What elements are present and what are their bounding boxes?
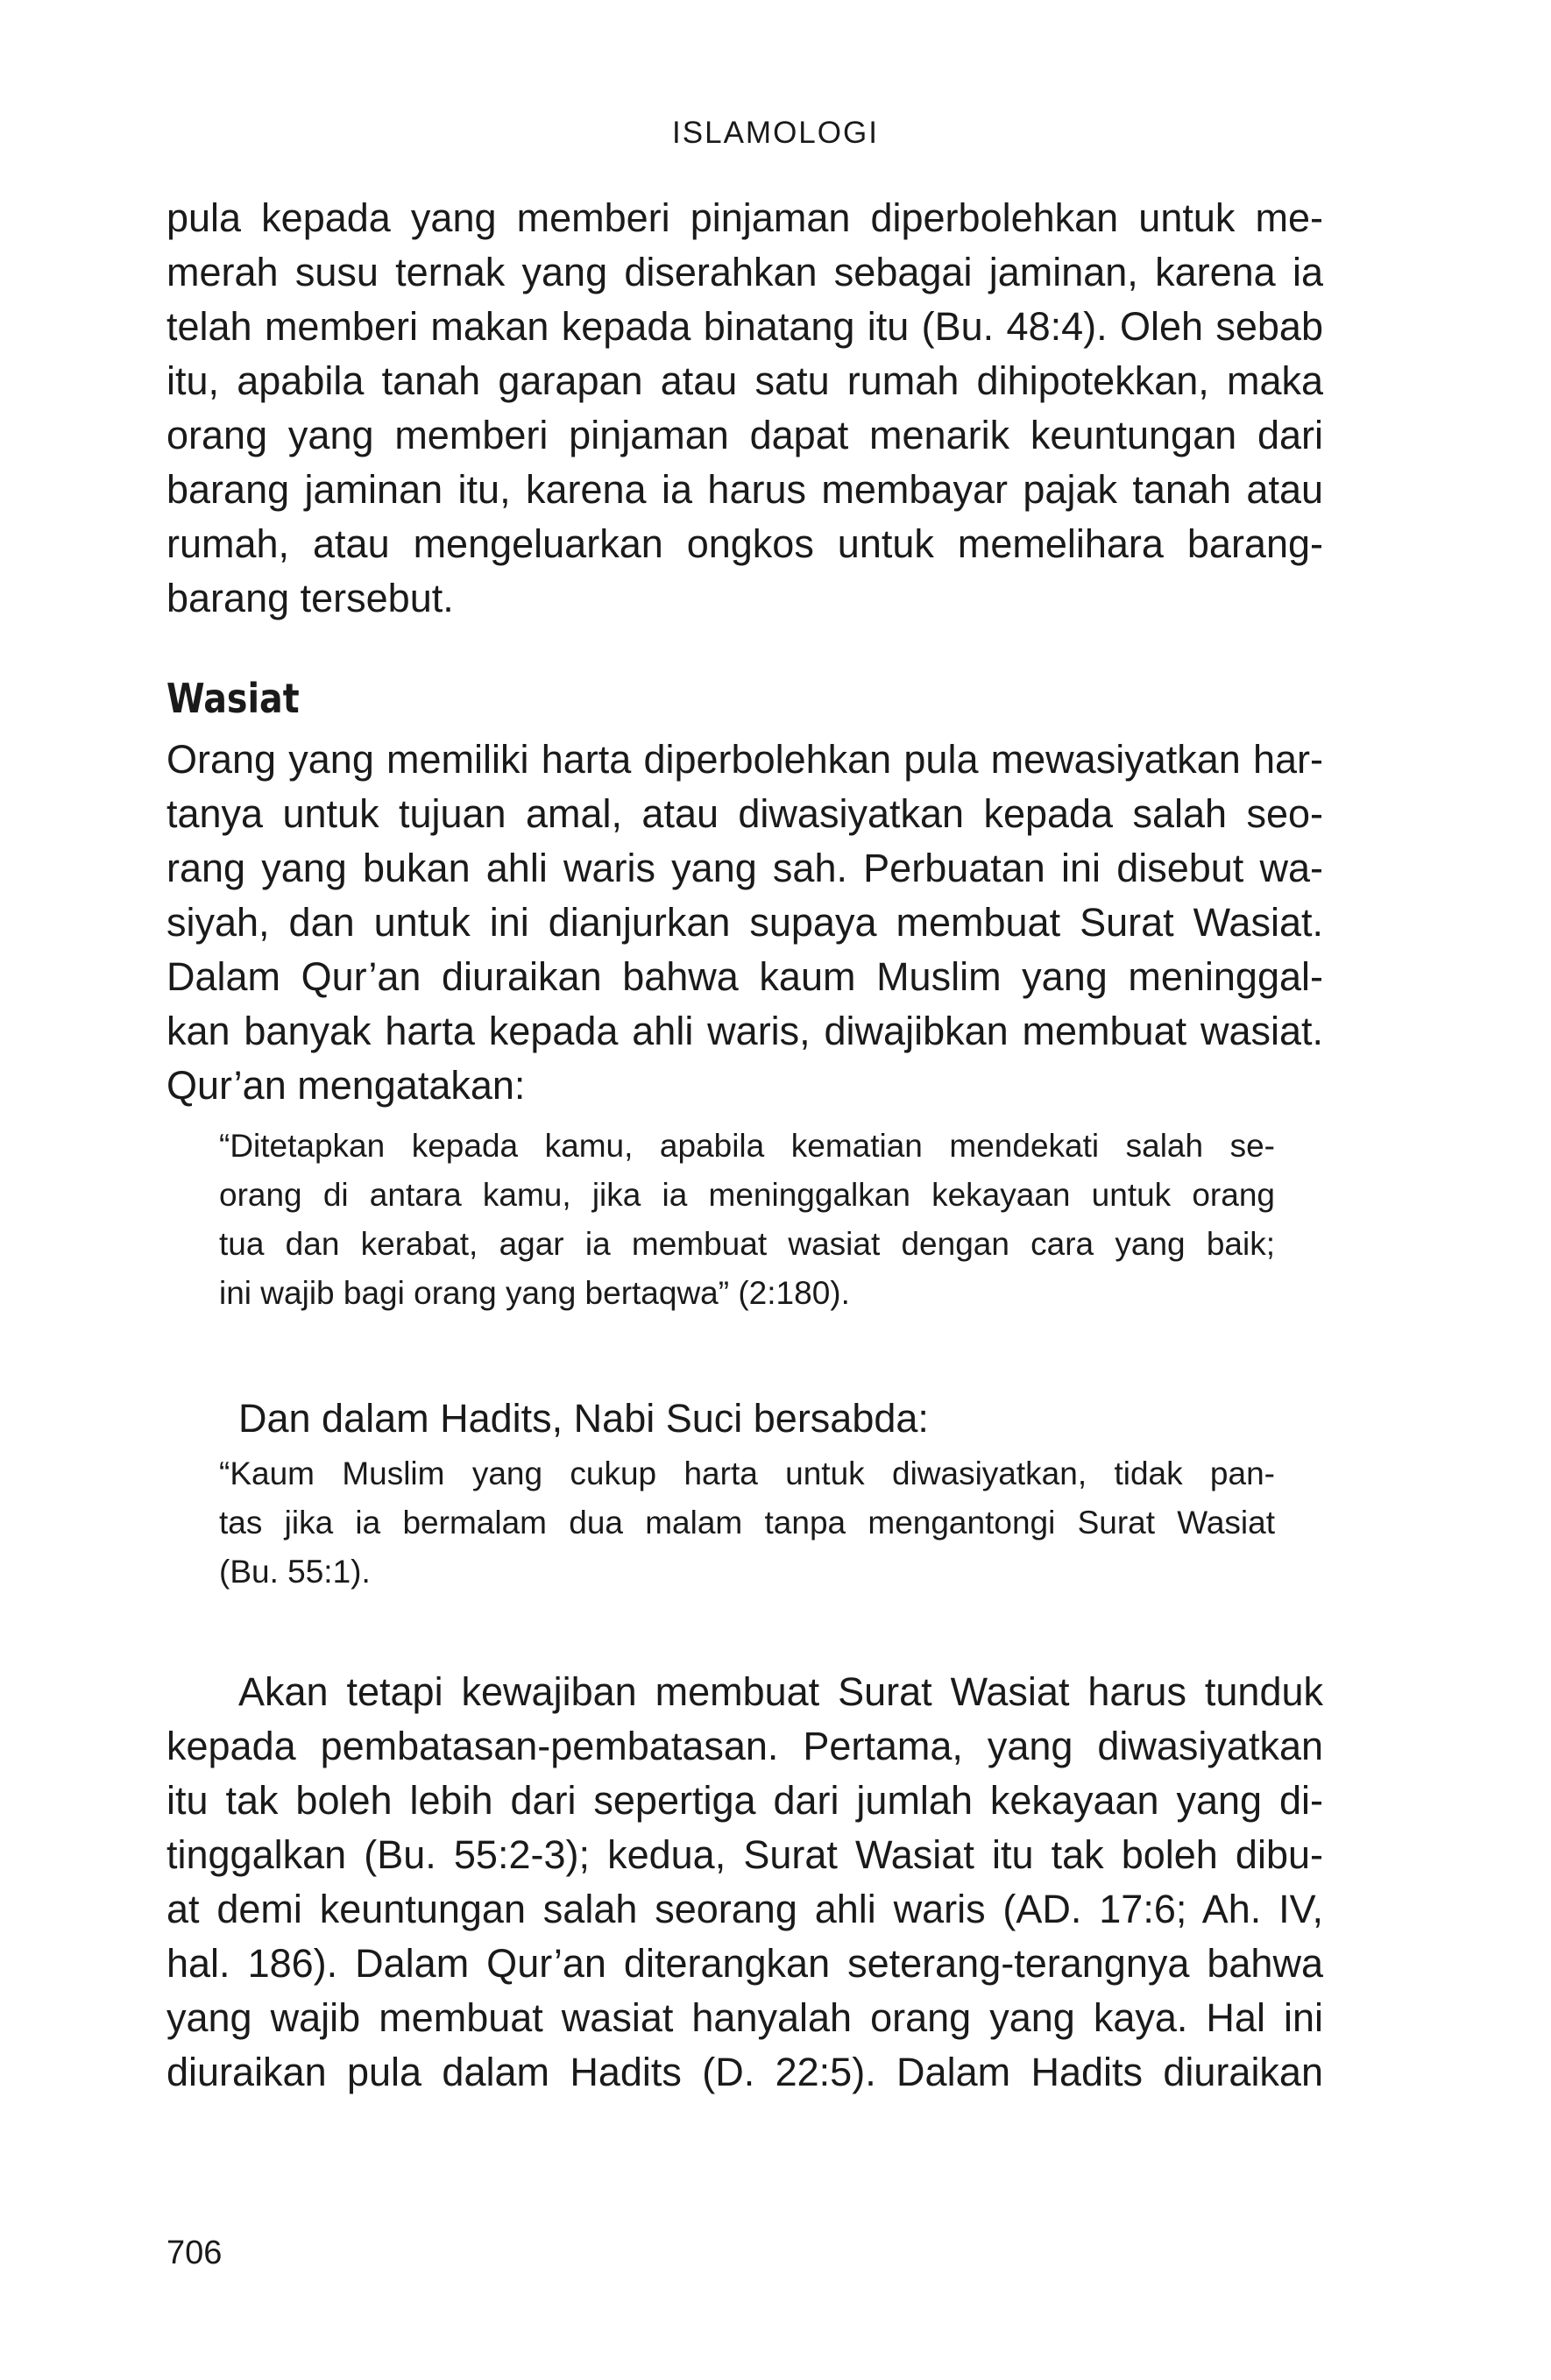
- text-line: telah memberi makan kepada binatang itu (Bu. 48:4). Oleh sebab: [166, 304, 1323, 349]
- text-line: Orang yang memiliki harta diperbolehkan pula mewasiyatkan har-: [166, 737, 1323, 782]
- text-line: itu tak boleh lebih dari sepertiga dari jumlah kekayaan yang di-: [166, 1778, 1323, 1823]
- running-head: ISLAMOLOGI: [672, 116, 879, 150]
- section-heading: Wasiat: [166, 675, 300, 722]
- text-line: tinggalkan (Bu. 55:2-3); kedua, Surat Wasiat itu tak boleh dibu-: [166, 1832, 1323, 1877]
- text-line: kepada pembatasan-pembatasan. Pertama, yang diwasiyatkan: [166, 1724, 1323, 1768]
- text-line: merah susu ternak yang diserahkan sebagai jaminan, karena ia: [166, 250, 1323, 294]
- quote-line: “Kaum Muslim yang cukup harta untuk diwasiyatkan, tidak pan-: [219, 1456, 1275, 1491]
- quote-line: “Ditetapkan kepada kamu, apabila kematian mendekati salah se-: [219, 1128, 1275, 1164]
- text-line: barang tersebut.: [166, 576, 454, 620]
- page-number: 706: [166, 2235, 223, 2271]
- text-line: orang yang memberi pinjaman dapat menarik keuntungan dari: [166, 413, 1323, 457]
- text-line: barang jaminan itu, karena ia harus membayar pajak tanah atau: [166, 467, 1323, 512]
- paragraph-1: [166, 191, 1323, 626]
- text-line: rumah, atau mengeluarkan ongkos untuk memelihara barang-: [166, 521, 1323, 566]
- text-line: yang wajib membuat wasiat hanyalah orang yang kaya. Hal ini: [166, 1995, 1323, 2040]
- quote-line: tas jika ia bermalam dua malam tanpa mengantongi Surat Wasiat: [219, 1505, 1275, 1541]
- quote-quran: [219, 1122, 1275, 1318]
- text-line: Akan tetapi kewajiban membuat Surat Wasiat harus tunduk: [238, 1669, 1323, 1714]
- quote-line: tua dan kerabat, agar ia membuat wasiat dengan cara yang baik;: [219, 1226, 1275, 1262]
- text-line: siyah, dan untuk ini dianjurkan supaya membuat Surat Wasiat.: [166, 900, 1323, 945]
- paragraph-3: [166, 1665, 1323, 2100]
- quote-line: (Bu. 55:1).: [219, 1554, 371, 1590]
- text-line: Qur’an mengatakan:: [166, 1063, 526, 1108]
- text-line: hal. 186). Dalam Qur’an diterangkan seterang-terangnya bahwa: [166, 1941, 1323, 1986]
- text-line: rang yang bukan ahli waris yang sah. Perbuatan ini disebut wa-: [166, 846, 1323, 890]
- paragraph-2: [166, 733, 1323, 1113]
- text-line: itu, apabila tanah garapan atau satu rumah dihipotekkan, maka: [166, 358, 1323, 403]
- text-line: at demi keuntungan salah seorang ahli waris (AD. 17:6; Ah. IV,: [166, 1887, 1323, 1931]
- text-line: tanya untuk tujuan amal, atau diwasiyatkan kepada salah seo-: [166, 791, 1323, 836]
- text-line: pula kepada yang memberi pinjaman diperbolehkan untuk me-: [166, 195, 1323, 240]
- quote-line: orang di antara kamu, jika ia meninggalkan kekayaan untuk orang: [219, 1177, 1275, 1213]
- text-line: diuraikan pula dalam Hadits (D. 22:5). Dalam Hadits diuraikan: [166, 2050, 1323, 2094]
- hadith-lead-in: Dan dalam Hadits, Nabi Suci bersabda:: [238, 1396, 929, 1441]
- quote-line: ini wajib bagi orang yang bertaqwa” (2:180).: [219, 1275, 850, 1311]
- quote-hadith: [219, 1449, 1275, 1597]
- text-line: kan banyak harta kepada ahli waris, diwajibkan membuat wasiat.: [166, 1009, 1323, 1053]
- text-line: Dalam Qur’an diuraikan bahwa kaum Muslim yang meninggal-: [166, 954, 1323, 999]
